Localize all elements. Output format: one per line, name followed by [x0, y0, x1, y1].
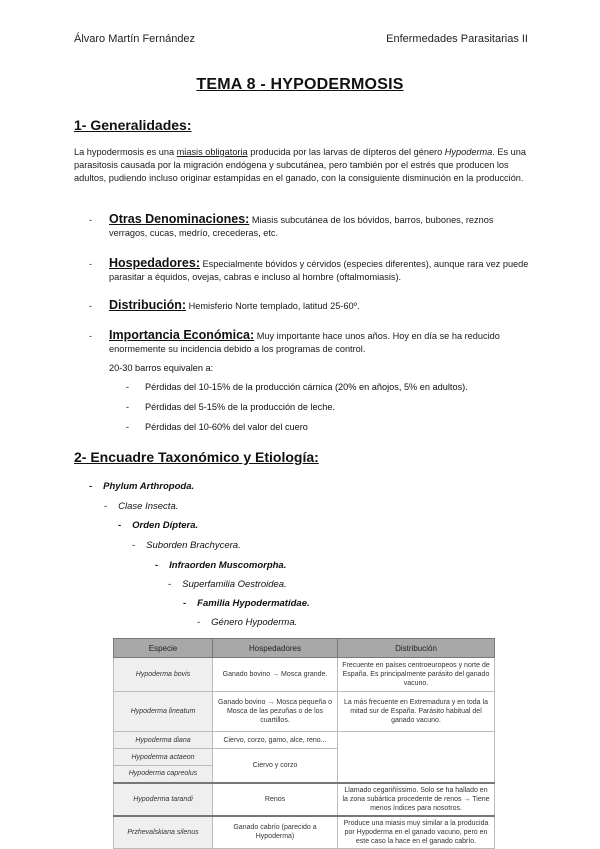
bullet-dash: - — [89, 215, 92, 225]
taxon-name: Género Hypoderma — [211, 617, 295, 628]
column-header: Especie — [114, 639, 213, 658]
bullet-label: Otras Denominaciones: — [109, 212, 250, 226]
intro-text-1: La hypodermosis es una — [74, 147, 177, 157]
taxon-dash: - — [168, 579, 172, 590]
taxon-genero — [197, 616, 297, 629]
taxon-dash: - — [118, 520, 122, 531]
bullet-label: Hospedadores: — [109, 256, 200, 270]
taxon-dash: - — [197, 617, 201, 628]
taxon-suffix: . — [175, 501, 179, 512]
distribution-cell: Frecuente en países centroeuropeos y norte de España. Es principalmente parásito del ganado vacuno. — [338, 658, 495, 692]
bullet-text: Especialmente bóvidos y cérvidos (especies diferentes), aunque rara vez puede parasitar a équidos, ovejas, cabras e incluso al hombre (oftalmomiasis). — [109, 259, 529, 282]
bullet-importancia — [89, 329, 534, 356]
loss-text: Pérdidas del 10-60% del valor del cuero — [145, 422, 308, 432]
distribution-cell — [338, 732, 495, 783]
hosts-cell: Ciervo y corzo — [213, 749, 338, 783]
taxon-suffix: . — [283, 560, 287, 571]
hosts-cell: Ganado bovino → Mosca pequeña o Mosca de las pezuñas o de los cuartillos. — [213, 692, 338, 732]
hosts-cell: Ganado bovino → Mosca grande. — [213, 658, 338, 692]
species-cell: Hypoderma diana — [114, 732, 213, 749]
distribution-cell: Produce una miasis muy similar a la producida por Hypoderma en el ganado vacuno, pero en este caso la hace en el ganado cabrío. — [338, 816, 495, 849]
taxon-name: Clase Insecta — [118, 501, 176, 512]
loss-text: Pérdidas del 10-15% de la producción cárnica (20% en añojos, 5% en adultos). — [145, 382, 468, 392]
header-author: Álvaro Martín Fernández — [74, 33, 196, 45]
section-heading-generalidades: 1- Generalidades: — [74, 117, 192, 133]
taxon-orden — [118, 519, 198, 532]
table-row — [114, 658, 495, 692]
bullet-dash: - — [89, 331, 92, 341]
bullet-hospedadores — [89, 257, 534, 284]
taxon-name: Infraorden Muscomorpha — [169, 560, 284, 571]
loss-text: Pérdidas del 5-15% de la producción de leche. — [145, 402, 335, 412]
intro-genus: Hypoderma — [444, 147, 493, 157]
bullet-dash: - — [126, 382, 130, 392]
intro-paragraph — [74, 146, 534, 185]
intro-text-3: . Es una parasitosis causada por la migración endógena y subcutánea, pero también por el estrés que producen los adultos, pudiendo incluso originar estampidas en el ganado, con la consiguiente disminución en la producción. — [74, 147, 527, 183]
taxon-suffix: . — [191, 481, 195, 492]
loss-item — [126, 381, 468, 394]
miasis-link[interactable]: miasis obligatoria — [176, 147, 248, 157]
species-cell: Hypoderma capreolus — [114, 766, 213, 783]
species-table — [113, 638, 495, 849]
hosts-cell: Ciervo, corzo, gamo, alce, reno... — [213, 732, 338, 749]
taxon-suffix: . — [306, 598, 310, 609]
taxon-suffix: . — [284, 579, 287, 590]
bullet-label: Importancia Económica: — [109, 328, 255, 342]
bullet-text: Miasis subcutánea de los bóvidos, barros, bubones, reznos verragos, cucas, medrío, crecederas, etc. — [109, 215, 494, 238]
taxon-name: Orden Díptera — [132, 520, 196, 531]
taxon-clase — [104, 500, 178, 513]
bullet-dash: - — [89, 301, 92, 311]
table-row — [114, 783, 495, 816]
taxon-suffix: . — [195, 520, 199, 531]
bullet-text: Muy importante hace unos años. Hoy en día se ha reducido enormemente su incidencia debido a los programas de control. — [109, 331, 500, 354]
taxon-dash: - — [155, 560, 159, 571]
barros-line: 20-30 barros equivalen a: — [109, 363, 214, 373]
table-row — [114, 692, 495, 732]
taxon-suffix: . — [294, 617, 298, 628]
bullet-label: Distribución: — [109, 298, 187, 312]
taxon-dash: - — [183, 598, 187, 609]
species-cell: Przhevalskiana silenus — [114, 816, 213, 849]
taxon-suborden — [132, 539, 241, 552]
table-header-row — [114, 639, 495, 658]
bullet-dash: - — [126, 422, 130, 432]
column-header: Distribución — [338, 639, 495, 658]
loss-item — [126, 401, 335, 414]
bullet-text: Hemisferio Norte templado, latitud 25-60º. — [186, 301, 360, 311]
bullet-denominaciones — [89, 213, 534, 240]
taxon-dash: - — [104, 501, 108, 512]
species-cell: Hypoderma lineatum — [114, 692, 213, 732]
taxon-superfamilia — [168, 578, 287, 591]
taxon-infraorden — [155, 559, 286, 572]
taxon-name: Familia Hypodermatidae — [197, 598, 307, 609]
table-row — [114, 732, 495, 749]
bullet-dash: - — [126, 402, 130, 412]
taxon-dash: - — [132, 540, 136, 551]
taxon-name: Suborden Brachycera — [146, 540, 239, 551]
table-row — [114, 816, 495, 849]
loss-item — [126, 421, 308, 434]
section-heading-taxonomia: 2- Encuadre Taxonómico y Etiología: — [74, 449, 319, 465]
taxon-suffix: . — [238, 540, 241, 551]
species-cell: Hypoderma actaeon — [114, 749, 213, 766]
species-cell: Hypoderma tarandi — [114, 783, 213, 816]
header-course: Enfermedades Parasitarias II — [386, 33, 528, 45]
taxon-name: Superfamilia Oestroidea — [182, 579, 285, 590]
bullet-distribucion — [89, 299, 534, 313]
intro-text-2: producida por las larvas de dípteros del género — [247, 147, 445, 157]
distribution-cell: La más frecuente en Extremadura y en toda la mitad sur de España. Parásito habitual del ganado vacuno. — [338, 692, 495, 732]
hosts-cell: Ganado cabrío (parecido a Hypoderma) — [213, 816, 338, 849]
hosts-cell: Renos — [213, 783, 338, 816]
column-header: Hospedadores — [213, 639, 338, 658]
bullet-dash: - — [89, 259, 92, 269]
taxon-familia — [183, 597, 310, 610]
species-cell: Hypoderma bovis — [114, 658, 213, 692]
taxon-dash: - — [89, 481, 93, 492]
taxon-phylum — [89, 480, 194, 493]
page-title: TEMA 8 - HYPODERMOSIS — [196, 76, 404, 93]
distribution-cell: Llamado cegariñíssimo. Solo se ha hallado en la zona subártica procedente de renos → Tiene menos índices para nosotros. — [338, 783, 495, 816]
taxon-name: Phylum Arthropoda — [103, 481, 192, 492]
